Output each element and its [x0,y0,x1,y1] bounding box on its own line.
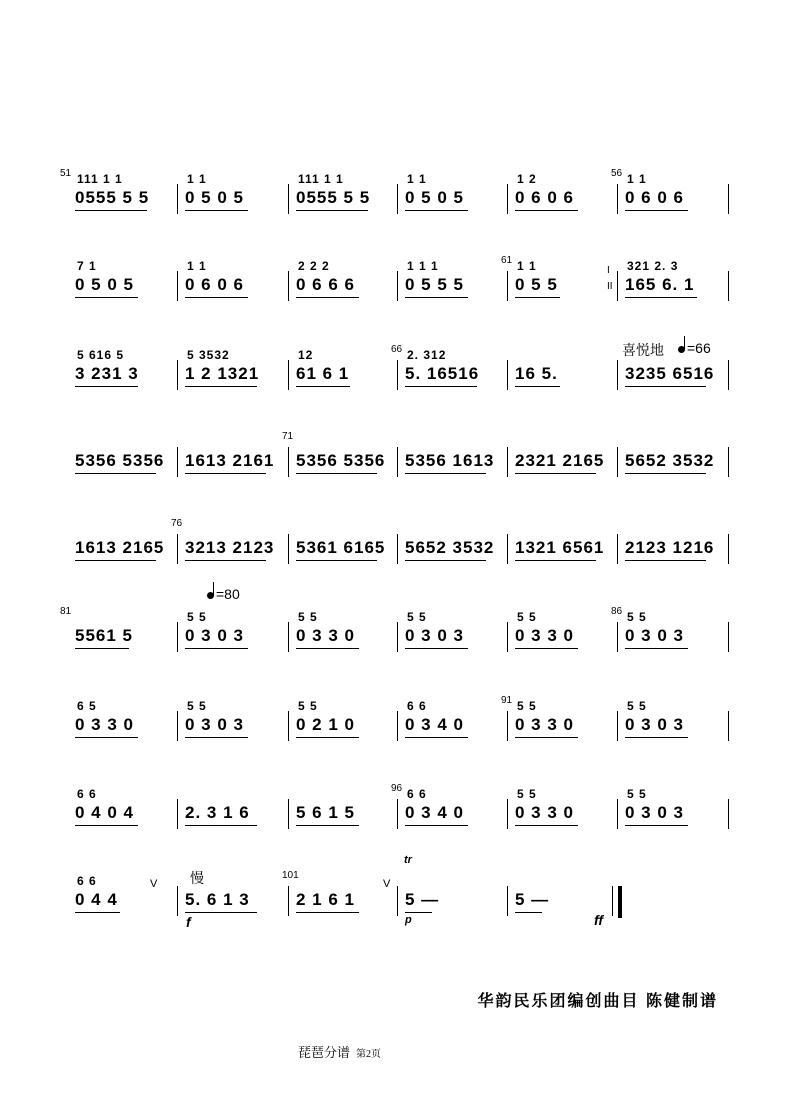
credit-line: 华韵民乐团编创曲目 陈健制谱 [477,993,718,1010]
dynamic-f: f [186,914,191,930]
bar-line [507,622,508,652]
quarter-note-icon [678,346,685,353]
page-footer [298,1042,381,1061]
measure-notes: 2321 2165 [515,451,605,470]
bar-line [177,886,178,916]
underline-beam [185,386,257,387]
underline-beam [405,912,432,913]
fingering-numbers: 5 5 [187,699,207,713]
measure-number: 56 [611,168,623,179]
fingering-numbers: 5 5 [517,610,537,624]
measure-notes: 5652 3532 [625,451,715,470]
underline-beam [185,560,266,561]
underline-beam [296,912,359,913]
measure-notes: 5 6 1 5 [296,803,355,822]
tempo-value: =80 [205,586,240,602]
bar-line [728,184,729,214]
bar-line [728,534,729,564]
fingering-numbers: 5 5 [627,699,647,713]
measure-notes: 0 3 4 0 [405,803,464,822]
underline-beam [185,912,257,913]
bar-line [728,271,729,301]
measure-notes: 0 3 0 3 [185,715,244,734]
underline-beam [185,825,257,826]
measure-number: 51 [60,168,72,179]
measure-notes: 0 3 3 0 [296,626,355,645]
fingering-numbers: 111 1 1 [298,172,344,186]
measure-notes: 0 3 0 3 [625,803,684,822]
fingering-numbers: 6 5 [77,699,97,713]
fingering-numbers: 1 1 [517,259,537,273]
quarter-note-icon [207,592,214,599]
final-barline [618,886,622,918]
underline-beam [625,473,706,474]
underline-beam [75,912,120,913]
measure-notes: 0 3 3 0 [75,715,134,734]
bar-line [617,799,618,829]
final-barline-thin [612,886,613,916]
bar-line [288,271,289,301]
measure-notes: 1613 2165 [75,538,165,557]
bar-line [617,447,618,477]
measure-notes: 5361 6165 [296,538,386,557]
fingering-numbers: 12 [298,348,314,362]
measure-notes: 0 4 0 4 [75,803,134,822]
measure-number: 96 [391,783,403,794]
bar-line [177,447,178,477]
bar-line [617,622,618,652]
bar-line [397,886,398,916]
fingering-numbers: 6 6 [407,787,427,801]
dynamic-ff: ff [594,912,604,928]
fingering-numbers: 1 1 [187,172,207,186]
underline-beam [296,210,368,211]
bar-line [288,534,289,564]
underline-beam [515,825,578,826]
measure-notes: 0 3 0 3 [185,626,244,645]
measure-notes: 0 6 0 6 [625,188,684,207]
measure-notes: 0 2 1 0 [296,715,355,734]
measure-notes: 3235 6516 [625,364,715,383]
measure-notes: 0 6 6 6 [296,275,355,294]
measure-number: 101 [282,870,299,881]
volta-marks: I II [607,265,613,292]
underline-beam [515,297,560,298]
underline-beam [75,560,156,561]
underline-beam [625,297,697,298]
fingering-numbers: 5 3532 [187,348,230,362]
measure-number: 71 [282,431,294,442]
underline-beam [296,386,350,387]
underline-beam [75,473,156,474]
underline-beam [185,297,248,298]
underline-beam [625,560,706,561]
bar-line [507,711,508,741]
measure-notes: 16 5. [515,364,558,383]
measure-notes: 5356 5356 [296,451,386,470]
underline-beam [75,210,147,211]
measure-number: 86 [611,606,623,617]
bar-line [397,622,398,652]
measure-number: 66 [391,344,403,355]
fingering-numbers: 6 6 [77,787,97,801]
bar-line [617,271,618,301]
measure-number: 81 [60,606,72,617]
bar-line [288,622,289,652]
bar-line [507,799,508,829]
bar-line [507,360,508,390]
bar-line [397,447,398,477]
bar-line [288,711,289,741]
bar-line [728,711,729,741]
underline-beam [515,210,578,211]
bar-line [288,184,289,214]
bar-line [728,360,729,390]
bar-line [507,184,508,214]
measure-notes: 3 231 3 [75,364,139,383]
fingering-numbers: 1 1 [187,259,207,273]
breath-mark: V [150,878,158,890]
fingering-numbers: 5 5 [627,787,647,801]
fingering-numbers: 5 5 [517,699,537,713]
underline-beam [405,737,468,738]
measure-notes: 5561 5 [75,626,133,645]
underline-beam [296,473,377,474]
measure-notes: 5 — [405,890,440,909]
bar-line [397,711,398,741]
bar-line [728,447,729,477]
underline-beam [296,737,359,738]
measure-notes: 5356 5356 [75,451,165,470]
underline-beam [185,648,248,649]
measure-notes: 0 5 5 5 [405,275,464,294]
bar-line [617,360,618,390]
footer-page-number: 第2页 [356,1049,382,1060]
measure-notes: 0 6 0 6 [185,275,244,294]
bar-line [617,711,618,741]
fingering-numbers: 2. 312 [407,348,447,362]
measure-notes: 0 3 0 3 [625,715,684,734]
measure-notes: 61 6 1 [296,364,350,383]
fingering-numbers: 5 5 [298,610,318,624]
fingering-numbers: 111 1 1 [77,172,123,186]
fingering-numbers: 321 2. 3 [627,259,679,273]
underline-beam [185,737,248,738]
measure-notes: 0 4 4 [75,890,118,909]
underline-beam [75,737,138,738]
underline-beam [515,912,542,913]
underline-beam [296,560,377,561]
fingering-numbers: 1 1 [407,172,427,186]
bar-line [177,799,178,829]
underline-beam [625,386,706,387]
fingering-numbers: 5 5 [298,699,318,713]
bar-line [177,711,178,741]
measure-notes: 2. 3 1 6 [185,803,250,822]
underline-beam [185,210,248,211]
measure-notes: 0 3 0 3 [625,626,684,645]
tempo-value: =66 [676,340,711,356]
breath-mark: V [383,878,391,890]
measure-notes: 0 5 5 [515,275,558,294]
bar-line [397,534,398,564]
bar-line [617,184,618,214]
measure-notes: 5. 16516 [405,364,480,383]
measure-notes: 1613 2161 [185,451,275,470]
underline-beam [515,560,596,561]
fingering-numbers: 6 6 [77,874,97,888]
footer-title: 琵琶分谱 [298,1045,351,1060]
underline-beam [75,386,138,387]
underline-beam [515,386,560,387]
fingering-numbers: 7 1 [77,259,97,273]
underline-beam [405,648,468,649]
underline-beam [405,210,468,211]
bar-line [397,360,398,390]
underline-beam [75,825,138,826]
underline-beam [625,648,688,649]
fingering-numbers: 1 1 [627,172,647,186]
bar-line [397,271,398,301]
measure-notes: 0 3 3 0 [515,715,574,734]
bar-line [177,622,178,652]
bar-line [617,534,618,564]
measure-notes: 2123 1216 [625,538,715,557]
tempo-text: 喜悦地 [622,342,664,358]
bar-line [397,184,398,214]
measure-notes: 0 5 0 5 [185,188,244,207]
dynamic-p: p [405,914,412,926]
trill-mark: tr [404,854,412,866]
underline-beam [405,560,486,561]
bar-line [507,271,508,301]
bar-line [728,622,729,652]
measure-notes: 5 — [515,890,550,909]
underline-beam [625,825,688,826]
measure-notes: 0 5 0 5 [75,275,134,294]
measure-notes: 1321 6561 [515,538,605,557]
slow-mark: 慢 [190,870,204,886]
measure-notes: 0 3 0 3 [405,626,464,645]
measure-notes: 5356 1613 [405,451,495,470]
fingering-numbers: 1 2 [517,172,537,186]
bar-line [177,360,178,390]
measure-number: 91 [501,695,513,706]
fingering-numbers: 2 2 2 [298,259,330,273]
measure-notes: 0 6 0 6 [515,188,574,207]
fingering-numbers: 5 5 [407,610,427,624]
bar-line [397,799,398,829]
underline-beam [75,297,138,298]
measure-number: 76 [171,518,183,529]
fingering-numbers: 5 5 [627,610,647,624]
bar-line [288,799,289,829]
bar-line [177,534,178,564]
bar-line [507,886,508,916]
fingering-numbers: 5 5 [517,787,537,801]
underline-beam [515,737,578,738]
fingering-numbers: 5 616 5 [77,348,125,362]
bar-line [288,447,289,477]
bar-line [288,360,289,390]
fingering-numbers: 1 1 1 [407,259,439,273]
underline-beam [296,648,359,649]
measure-notes: 0 3 4 0 [405,715,464,734]
underline-beam [405,825,468,826]
measure-notes: 165 6. 1 [625,275,695,294]
underline-beam [296,297,359,298]
underline-beam [75,648,129,649]
fingering-numbers: 5 5 [187,610,207,624]
bar-line [288,886,289,916]
underline-beam [625,737,688,738]
underline-beam [185,473,266,474]
underline-beam [405,297,468,298]
measure-notes: 5. 6 1 3 [185,890,250,909]
measure-notes: 2 1 6 1 [296,890,355,909]
measure-notes: 0 3 3 0 [515,803,574,822]
bar-line [507,534,508,564]
underline-beam [625,210,688,211]
bar-line [507,447,508,477]
bar-line [728,799,729,829]
measure-notes: 0 3 3 0 [515,626,574,645]
measure-notes: 0555 5 5 [296,188,371,207]
measure-notes: 0 5 0 5 [405,188,464,207]
fingering-numbers: 6 6 [407,699,427,713]
measure-number: 61 [501,255,513,266]
underline-beam [515,473,596,474]
underline-beam [296,825,359,826]
bar-line [177,184,178,214]
measure-notes: 0555 5 5 [75,188,150,207]
bar-line [177,271,178,301]
underline-beam [405,473,486,474]
measure-notes: 3213 2123 [185,538,275,557]
underline-beam [515,648,578,649]
measure-notes: 5652 3532 [405,538,495,557]
measure-notes: 1 2 1321 [185,364,260,383]
underline-beam [405,386,477,387]
